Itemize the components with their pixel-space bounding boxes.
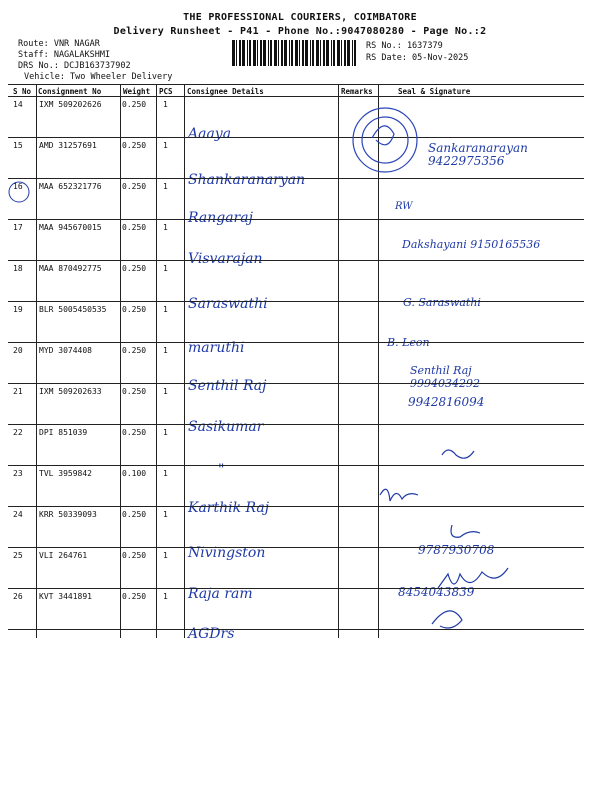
row-divider (8, 506, 584, 507)
barcode-bar (299, 40, 300, 66)
recipient-signature: Sankaranarayan 9422975356 (428, 141, 528, 168)
row-sno: 22 (13, 428, 23, 437)
col-remarks-header: Remarks (341, 87, 373, 96)
table-top-rule (8, 84, 584, 85)
consignee-name: Aaaya (188, 126, 232, 142)
row-weight: 0.250 (122, 100, 147, 109)
row-divider (8, 137, 584, 138)
barcode-bar (347, 40, 350, 66)
barcode-bar (331, 40, 332, 66)
col-divider (36, 84, 37, 638)
row-pcs: 1 (163, 551, 168, 560)
row-weight: 0.250 (122, 264, 147, 273)
row-sno: 15 (13, 141, 23, 150)
row-pcs: 1 (163, 305, 168, 314)
company-title: THE PROFESSIONAL COURIERS, COIMBATORE (183, 12, 417, 23)
col-divider (156, 84, 157, 638)
barcode-bar (232, 40, 235, 66)
consignee-name: Shankaranaryan (188, 172, 306, 188)
row-sno: 23 (13, 469, 23, 478)
row-sno: 20 (13, 346, 23, 355)
row-sno: 24 (13, 510, 23, 519)
barcode-bar (253, 40, 256, 66)
barcode-bar (274, 40, 277, 66)
recipient-signature: Dakshayani 9150165536 (402, 238, 541, 251)
row-weight: 0.250 (122, 141, 147, 150)
barcode-bar (278, 40, 279, 66)
row-divider (8, 629, 584, 630)
route-label: Route: VNR NAGAR (18, 39, 100, 49)
row-sno: 18 (13, 264, 23, 273)
row-sno: 26 (13, 592, 23, 601)
row-divider (8, 260, 584, 261)
row-consignment-no: MAA 945670015 (39, 223, 102, 232)
row-sno: 21 (13, 387, 23, 396)
row-divider (8, 588, 584, 589)
row-consignment-no: IXM 509202633 (39, 387, 102, 396)
barcode-bar (341, 40, 342, 66)
col-consignment-header: Consignment No (38, 87, 102, 96)
barcode-bar (263, 40, 266, 66)
consignee-name: Sasikumar (188, 419, 264, 435)
row-divider (8, 301, 584, 302)
consignee-name: Visvarajan (188, 251, 263, 267)
row-pcs: 1 (163, 264, 168, 273)
barcode-bar (291, 40, 293, 66)
row-divider (8, 178, 584, 179)
barcode-bar (302, 40, 304, 66)
barcode-bar (320, 40, 321, 66)
row-sno: 14 (13, 100, 23, 109)
barcode-bar (337, 40, 340, 66)
row-sno: 17 (13, 223, 23, 232)
consignee-name: Rangaraj (188, 210, 253, 226)
vehicle-label: Vehicle: Two Wheeler Delivery (24, 72, 173, 82)
col-divider (338, 84, 339, 638)
recipient-signature: 9787930708 (418, 543, 495, 557)
row-sno: 19 (13, 305, 23, 314)
row-pcs: 1 (163, 510, 168, 519)
col-consignee-header: Consignee Details (187, 87, 264, 96)
row-weight: 0.250 (122, 346, 147, 355)
row-consignment-no: AMD 31257691 (39, 141, 97, 150)
drs-number: DRS No.: DCJB163737902 (18, 61, 131, 71)
row-weight: 0.250 (122, 428, 147, 437)
row-pcs: 1 (163, 182, 168, 191)
row-divider (8, 424, 584, 425)
row-pcs: 1 (163, 100, 168, 109)
consignee-name: Raja ram (188, 586, 253, 602)
consignee-name: Nivingston (188, 545, 266, 561)
row-consignment-no: KVT 3441891 (39, 592, 92, 601)
row-divider (8, 465, 584, 466)
barcode-bar (312, 40, 314, 66)
signature-scribble (442, 450, 474, 458)
recipient-signature: Senthil Raj 9994034292 (410, 364, 480, 390)
recipient-signature: B. Leon (387, 336, 430, 349)
recipient-signature: RW (395, 201, 413, 212)
barcode-bar (289, 40, 290, 66)
row-consignment-no: TVL 3959842 (39, 469, 92, 478)
row-weight: 0.100 (122, 469, 147, 478)
row-divider (8, 342, 584, 343)
row-pcs: 1 (163, 428, 168, 437)
barcode-bar (268, 40, 269, 66)
barcode-bar (354, 40, 356, 66)
delivery-stamp (353, 108, 417, 172)
row-sno: 16 (13, 182, 23, 191)
barcode-bar (295, 40, 298, 66)
barcode-bar (352, 40, 353, 66)
row-divider (8, 383, 584, 384)
row-weight: 0.250 (122, 510, 147, 519)
signature-scribble (432, 611, 462, 628)
consignee-name: maruthi (188, 340, 245, 356)
consignee-name: Saraswathi (188, 296, 268, 312)
row-consignment-no: MAA 652321776 (39, 182, 102, 191)
row-weight: 0.250 (122, 223, 147, 232)
row-consignment-no: MYD 3074408 (39, 346, 92, 355)
row-consignment-no: KRR 50339093 (39, 510, 97, 519)
row-consignment-no: VLI 264761 (39, 551, 88, 560)
barcode-bar (323, 40, 325, 66)
recipient-signature: 8454043839 (398, 585, 475, 599)
barcode-bar (242, 40, 245, 66)
col-pcs-header: PCS (159, 87, 173, 96)
barcode-bar (281, 40, 283, 66)
col-sno-header: S No (13, 87, 32, 96)
barcode-bar (239, 40, 241, 66)
signature-scribble (451, 525, 480, 537)
rs-date: RS Date: 05-Nov-2025 (366, 53, 469, 63)
rs-number: RS No.: 1637379 (366, 41, 443, 51)
barcode-bar (310, 40, 311, 66)
row-pcs: 1 (163, 141, 168, 150)
consignee-name: " (218, 462, 225, 478)
barcode-bar (326, 40, 329, 66)
row-pcs: 1 (163, 387, 168, 396)
row-divider (8, 219, 584, 220)
consignee-name: Senthil Raj (188, 378, 267, 394)
recipient-signature: 9942816094 (408, 395, 485, 409)
barcode-bar (344, 40, 346, 66)
row-consignment-no: MAA 870492775 (39, 264, 102, 273)
row-consignment-no: IXM 509202626 (39, 100, 102, 109)
consignee-name: Karthik Raj (188, 500, 270, 516)
row-weight: 0.250 (122, 182, 147, 191)
barcode-bar (249, 40, 251, 66)
barcode-bar (260, 40, 262, 66)
col-divider (378, 84, 379, 638)
row-weight: 0.250 (122, 592, 147, 601)
row-pcs: 1 (163, 346, 168, 355)
row-pcs: 1 (163, 592, 168, 601)
row-pcs: 1 (163, 223, 168, 232)
row-sno: 25 (13, 551, 23, 560)
barcode-bar (284, 40, 287, 66)
barcode-image (232, 40, 360, 66)
recipient-signature: G. Saraswathi (403, 296, 481, 309)
row-weight: 0.250 (122, 551, 147, 560)
col-seal-header: Seal & Signature (398, 87, 471, 96)
row-consignment-no: BLR 5005450535 (39, 305, 107, 314)
signature-scribble (380, 489, 418, 501)
row-weight: 0.250 (122, 305, 147, 314)
consignee-name: AGDrs (188, 626, 235, 642)
barcode-bar (257, 40, 258, 66)
barcode-bar (247, 40, 248, 66)
row-pcs: 1 (163, 469, 168, 478)
barcode-bar (333, 40, 335, 66)
col-divider (120, 84, 121, 638)
barcode-bar (316, 40, 319, 66)
barcode-bar (270, 40, 272, 66)
barcode-bar (236, 40, 237, 66)
col-divider (184, 84, 185, 638)
col-weight-header: Weight (123, 87, 151, 96)
row-weight: 0.250 (122, 387, 147, 396)
row-divider (8, 547, 584, 548)
barcode-bar (305, 40, 308, 66)
row-consignment-no: DPI 851039 (39, 428, 88, 437)
table-header-rule (8, 96, 584, 97)
runsheet-subtitle: Delivery Runsheet - P41 - Phone No.:9047080280 - Page No.:2 (113, 26, 487, 37)
staff-label: Staff: NAGALAKSHMI (18, 50, 111, 60)
